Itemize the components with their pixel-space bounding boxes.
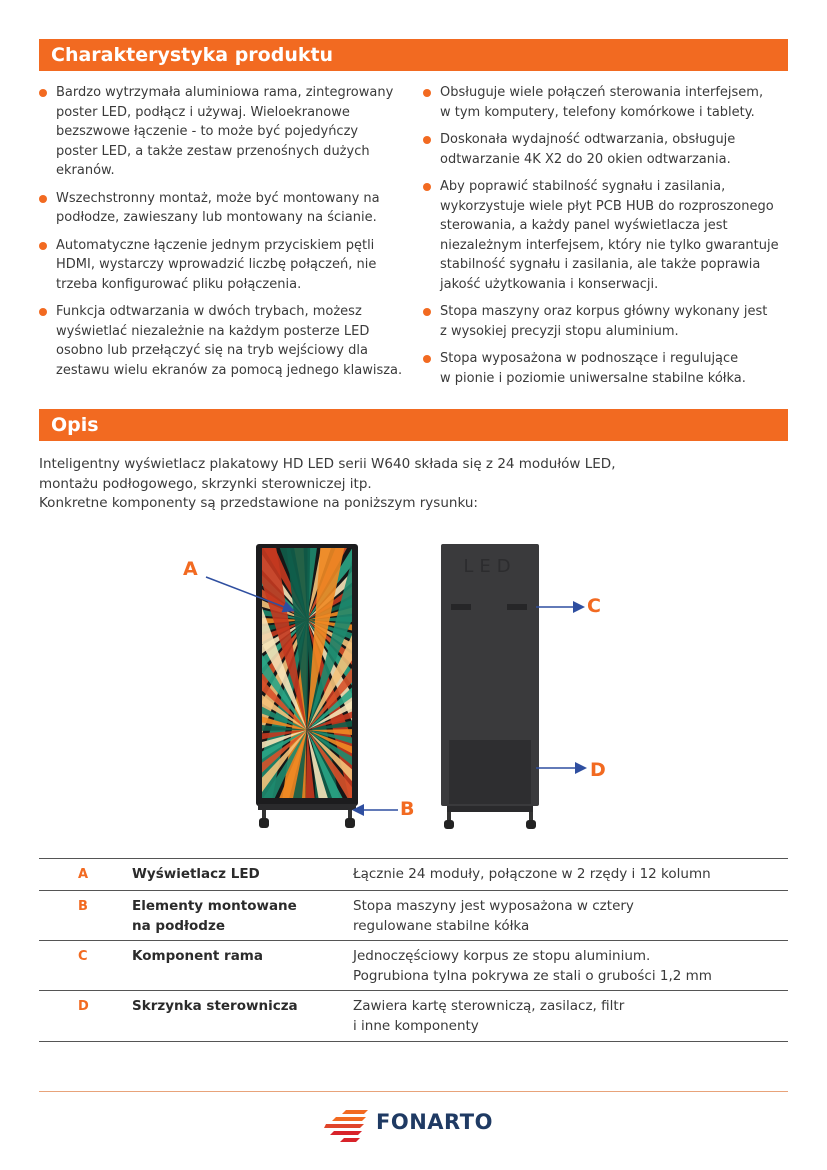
back-panel <box>441 544 539 829</box>
feature-bullet <box>423 177 788 294</box>
description-line: Konkretne komponenty są przedstawione na poniższym rysunku: <box>39 495 478 511</box>
feature-line: wykorzystuje wiele płyt PCB HUB do rozproszonego <box>440 198 774 214</box>
feature-bullet <box>423 349 788 388</box>
bullet-dot-icon <box>39 89 47 97</box>
feature-line: HDMI, wystarczy wprowadzić liczbę połączeń, nie <box>56 257 377 272</box>
bullet-dot-icon <box>423 183 431 191</box>
feature-bullet <box>39 302 411 380</box>
bullet-dot-icon <box>39 195 47 203</box>
component-row <box>39 890 788 940</box>
feature-bullet <box>39 83 411 181</box>
bullet-dot-icon <box>423 89 431 97</box>
feature-line: zestawu wielu ekranów za pomocą jednego klawisza. <box>56 362 403 378</box>
component-code: B <box>78 899 88 914</box>
feature-line: Stopa maszyny oraz korpus główny wykonany jest <box>440 304 768 319</box>
component-description <box>353 865 783 885</box>
component-description-line: Łącznie 24 moduły, połączone w 2 rzędy i 12 kolumn <box>353 866 711 882</box>
bullet-dot-icon <box>39 308 47 316</box>
bullet-dot-icon <box>423 136 431 144</box>
features-title: Charakterystyka produktu <box>51 44 334 66</box>
feature-line: sterowania, a każdy panel wyświetlacza jest <box>440 218 728 233</box>
component-name-line: na podłodze <box>132 917 225 934</box>
component-name-line: Wyświetlacz LED <box>132 866 260 882</box>
component-description-line: i inne komponenty <box>353 1017 479 1034</box>
components-table <box>39 858 788 1042</box>
product-figure <box>0 530 827 840</box>
feature-line: niezależnym interfejsem, który nie tylko gwarantuje <box>440 237 779 253</box>
component-description-line: Zawiera kartę sterowniczą, zasilacz, filtr <box>353 998 625 1014</box>
component-description <box>353 997 783 1036</box>
feature-line: wyświetlać niezależnie na każdym posterze LED <box>56 323 370 339</box>
feature-line: trzeba konfigurować pliku połączenia. <box>56 276 302 292</box>
description-line: montażu podłogowego, skrzynki sterowniczej itp. <box>39 475 372 492</box>
features-left-column <box>39 83 411 388</box>
component-name <box>132 947 332 967</box>
component-description <box>353 947 783 986</box>
feature-line: stabilność sygnału i zasilania, ale także poprawia <box>440 257 761 272</box>
product-illustration <box>0 530 827 840</box>
feature-bullet <box>423 130 788 169</box>
footer-divider <box>39 1091 788 1092</box>
component-row <box>39 940 788 990</box>
feature-bullet <box>39 189 411 228</box>
description-line: Inteligentny wyświetlacz plakatowy HD LED serii W640 składa się z 24 modułów LED, <box>39 456 616 472</box>
feature-line: Aby poprawić stabilność sygnału i zasilania, <box>440 179 726 194</box>
figure-label-b: B <box>400 798 415 820</box>
bullet-dot-icon <box>423 355 431 363</box>
feature-bullet <box>423 302 788 341</box>
feature-bullet <box>39 236 411 295</box>
fonarto-mark-icon <box>324 1104 374 1144</box>
feature-line: w pionie i poziomie uniwersalne stabilne kółka. <box>440 370 746 386</box>
component-name-line: Skrzynka sterownicza <box>132 998 298 1014</box>
feature-line: podłodze, zawieszany lub montowany na ścianie. <box>56 210 377 225</box>
feature-line: Obsługuje wiele połączeń sterowania interfejsem, <box>440 85 764 100</box>
feature-line: Automatyczne łączenie jednym przyciskiem pętli <box>56 237 375 253</box>
bullet-dot-icon <box>423 308 431 316</box>
component-name <box>132 997 332 1017</box>
control-box <box>449 740 531 804</box>
feature-line: Funkcja odtwarzania w dwóch trybach, możesz <box>56 304 362 319</box>
features-header <box>39 39 788 71</box>
feature-line: z wysokiej precyzji stopu aluminium. <box>440 323 679 339</box>
component-name-line: Elementy montowane <box>132 898 297 914</box>
component-description-line: Pogrubiona tylna pokrywa ze stali o grubości 1,2 mm <box>353 967 712 984</box>
component-name <box>132 897 332 936</box>
feature-line: ekranów. <box>56 163 115 178</box>
figure-label-a: A <box>183 558 198 580</box>
feature-bullet <box>423 83 788 122</box>
description-header <box>39 409 788 441</box>
component-row <box>39 990 788 1042</box>
back-panel-text: LED <box>463 556 517 577</box>
feature-line: bezszwowe łączenie - to może być pojedyńczy <box>56 124 359 139</box>
feature-line: jakość użytkowania i konserwacji. <box>440 276 659 292</box>
feature-line: poster LED, a także zestaw przenośnych dużych <box>56 143 370 159</box>
component-description-line: Stopa maszyny jest wyposażona w cztery <box>353 898 634 914</box>
feature-line: Bardzo wytrzymała aluminiowa rama, zintegrowany <box>56 85 394 100</box>
brand-name: FONARTO <box>376 1110 493 1134</box>
description-text <box>39 455 788 514</box>
component-name <box>132 865 332 885</box>
description-title: Opis <box>51 414 99 436</box>
component-code: D <box>78 999 89 1014</box>
component-row <box>39 858 788 890</box>
component-description <box>353 897 783 936</box>
feature-line: Stopa wyposażona w podnoszące i regulujące <box>440 351 739 366</box>
features-right-column <box>423 83 788 396</box>
feature-line: osobno lub przełączyć się na tryb wejściowy dla <box>56 343 368 358</box>
brand-logo <box>324 1104 514 1144</box>
feature-line: poster LED, podłącz i używaj. Wieloekranowe <box>56 104 350 120</box>
feature-line: Wszechstronny montaż, może być montowany na <box>56 190 380 206</box>
component-code: C <box>78 949 88 964</box>
component-description-line: regulowane stabilne kółka <box>353 917 530 934</box>
figure-label-d: D <box>590 759 606 781</box>
feature-line: Doskonała wydajność odtwarzania, obsługuje <box>440 132 736 147</box>
component-description-line: Jednoczęściowy korpus ze stopu aluminium. <box>353 948 651 964</box>
component-code: A <box>78 867 89 882</box>
feature-line: odtwarzanie 4K X2 do 20 okien odtwarzania. <box>440 151 731 167</box>
feature-line: w tym komputery, telefony komórkowe i tablety. <box>440 104 755 120</box>
component-name-line: Komponent rama <box>132 948 263 964</box>
bullet-dot-icon <box>39 242 47 250</box>
figure-label-c: C <box>587 595 601 617</box>
